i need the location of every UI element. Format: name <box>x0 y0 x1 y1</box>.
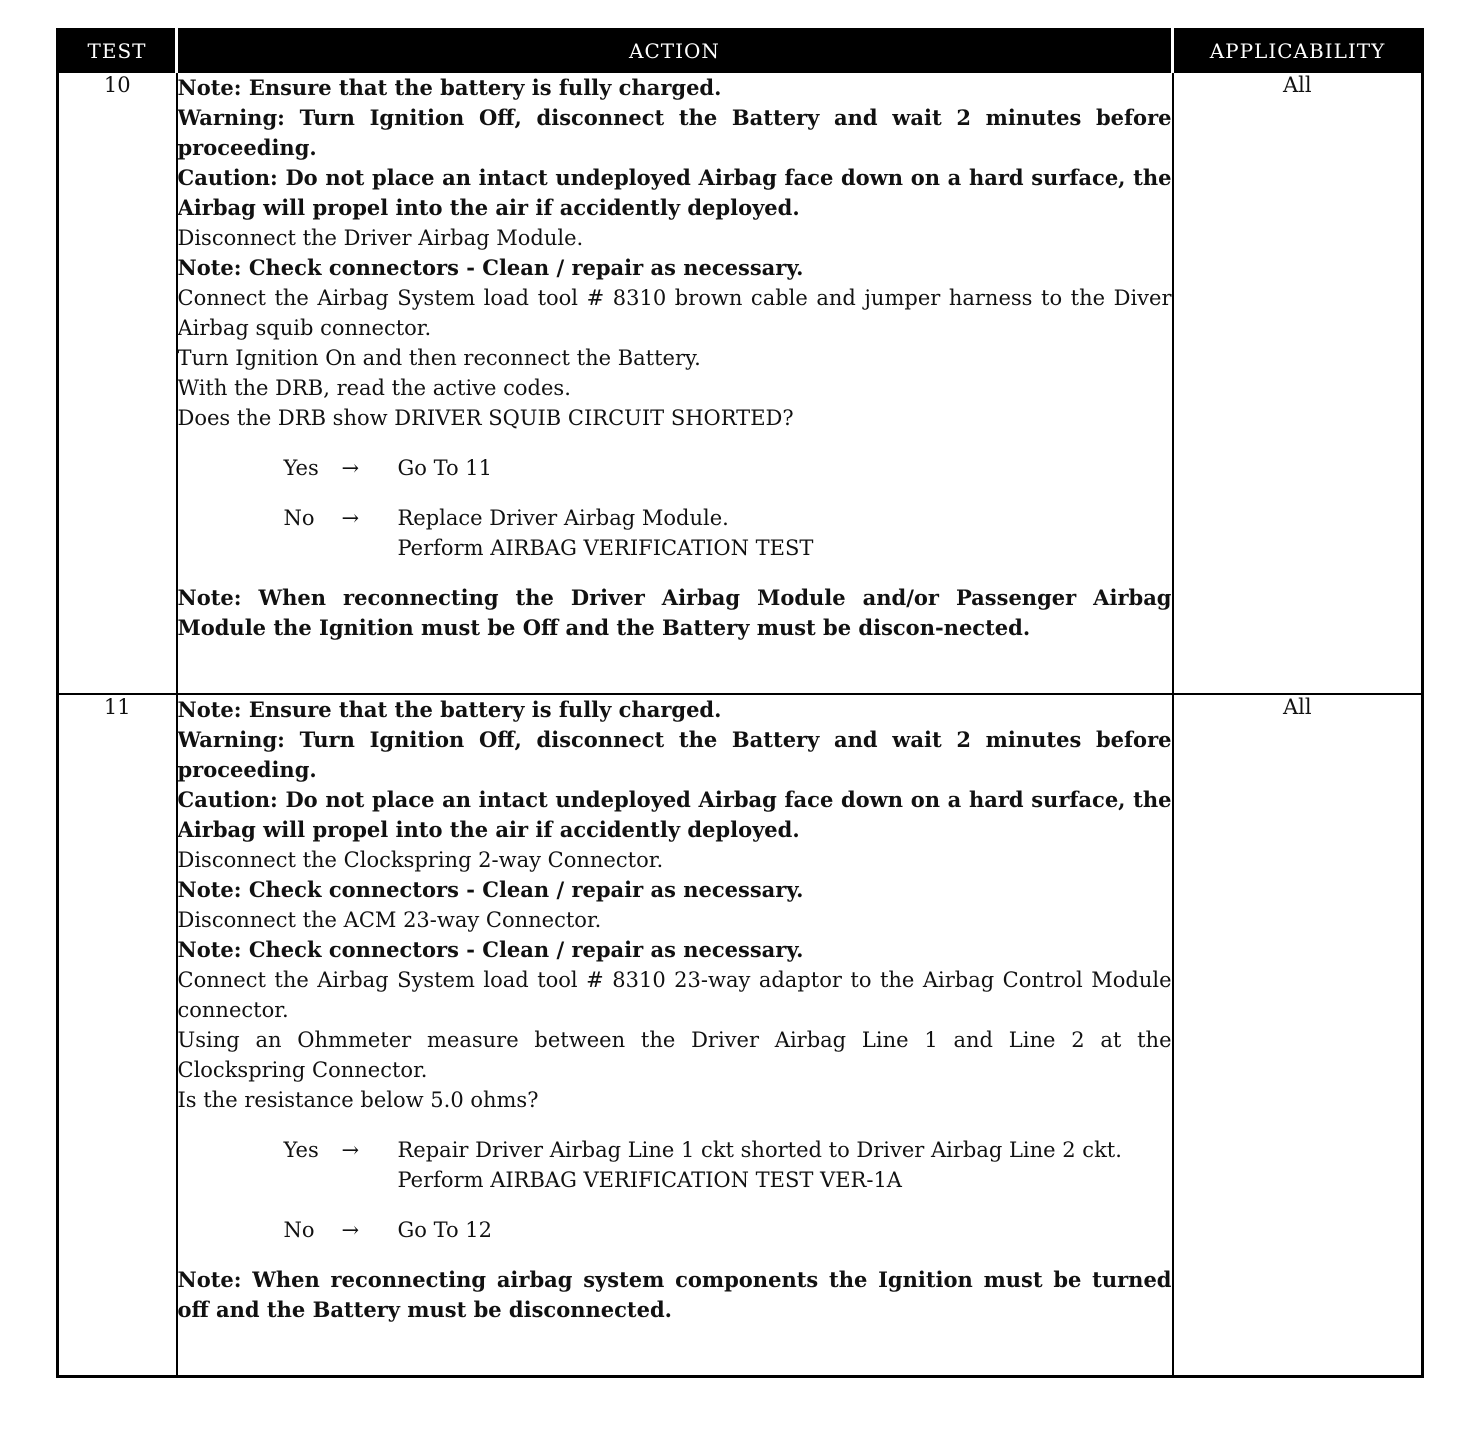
yes-label: Yes <box>283 456 319 480</box>
right-arrow-icon: → <box>341 1218 360 1242</box>
right-arrow-icon: → <box>341 1138 360 1162</box>
applicability-value: All <box>1173 694 1423 1376</box>
action-line: With the DRB, read the active codes. <box>177 376 571 400</box>
yes-option <box>284 453 1172 483</box>
action-line: Turn Ignition On and then reconnect the Battery. <box>177 346 701 370</box>
diagnostic-test-table <box>56 28 1424 1378</box>
result-line: Perform AIRBAG VERIFICATION TEST VER-1A <box>397 1168 902 1192</box>
yes-result <box>398 453 1172 483</box>
action-line: Disconnect the ACM 23-way Connector. <box>177 908 602 932</box>
action-line: Warning: Turn Ignition Off, disconnect the Battery and wait 2 minutes before proceeding. <box>177 105 1172 160</box>
table-header-row <box>58 30 1423 73</box>
action-line: Note: Check connectors - Clean / repair as necessary. <box>177 255 804 280</box>
yes-result <box>398 1135 1172 1195</box>
action-line: Note: Ensure that the battery is fully charged. <box>177 697 722 722</box>
result-line: Go To 12 <box>397 1218 493 1242</box>
action-line: Disconnect the Clockspring 2-way Connector. <box>177 848 664 872</box>
yes-option <box>284 1135 1172 1195</box>
action-line: Connect the Airbag System load tool # 8310 brown cable and jumper harness to the Diver Airbag squib connector. <box>177 286 1172 340</box>
action-line: Caution: Do not place an intact undeployed Airbag face down on a hard surface, the Airbag will propel into the air if accidently deployed. <box>177 165 1172 220</box>
final-note: Note: When reconnecting airbag system components the Ignition must be turned off and the Battery must be disconnected. <box>177 1267 1172 1322</box>
applicability-value: All <box>1173 72 1423 694</box>
action-line: Is the resistance below 5.0 ohms? <box>177 1088 539 1112</box>
test-number: 10 <box>58 72 177 694</box>
no-result <box>398 1215 1172 1245</box>
test-number: 11 <box>58 694 177 1376</box>
result-line: Perform AIRBAG VERIFICATION TEST <box>397 536 814 560</box>
column-header-applicability: APPLICABILITY <box>1173 30 1423 73</box>
action-line: Note: Ensure that the battery is fully charged. <box>177 75 722 100</box>
action-line: Note: Check connectors - Clean / repair as necessary. <box>177 877 804 902</box>
no-option <box>284 1215 1172 1245</box>
action-line: Caution: Do not place an intact undeployed Airbag face down on a hard surface, the Airbag will propel into the air if accidently deployed. <box>177 787 1172 842</box>
action-line: Does the DRB show DRIVER SQUIB CIRCUIT SHORTED? <box>177 406 794 430</box>
result-line: Replace Driver Airbag Module. <box>397 506 729 530</box>
right-arrow-icon: → <box>341 456 360 480</box>
action-line: Disconnect the Driver Airbag Module. <box>177 226 584 250</box>
result-line: Go To 11 <box>397 456 493 480</box>
no-label: No <box>283 1218 315 1242</box>
no-result <box>398 503 1172 563</box>
action-line: Note: Check connectors - Clean / repair as necessary. <box>177 937 804 962</box>
no-option <box>284 503 1172 563</box>
action-line: Connect the Airbag System load tool # 8310 23-way adaptor to the Airbag Control Module connector. <box>177 968 1172 1022</box>
result-line: Repair Driver Airbag Line 1 ckt shorted to Driver Airbag Line 2 ckt. <box>397 1138 1122 1162</box>
yes-label: Yes <box>283 1138 319 1162</box>
table-row <box>58 72 1423 694</box>
final-note: Note: When reconnecting the Driver Airbag Module and/or Passenger Airbag Module the Ignition must be Off and the Battery must be discon-nected. <box>177 585 1172 640</box>
column-header-test: TEST <box>58 30 177 73</box>
action-line: Warning: Turn Ignition Off, disconnect the Battery and wait 2 minutes before proceeding. <box>177 727 1172 782</box>
table-row <box>58 694 1423 1376</box>
action-line: Using an Ohmmeter measure between the Driver Airbag Line 1 and Line 2 at the Clockspring Connector. <box>177 1028 1172 1082</box>
column-header-action: ACTION <box>177 30 1173 73</box>
action-cell <box>177 694 1173 1376</box>
no-label: No <box>283 506 315 530</box>
action-cell <box>177 72 1173 694</box>
right-arrow-icon: → <box>341 506 360 530</box>
